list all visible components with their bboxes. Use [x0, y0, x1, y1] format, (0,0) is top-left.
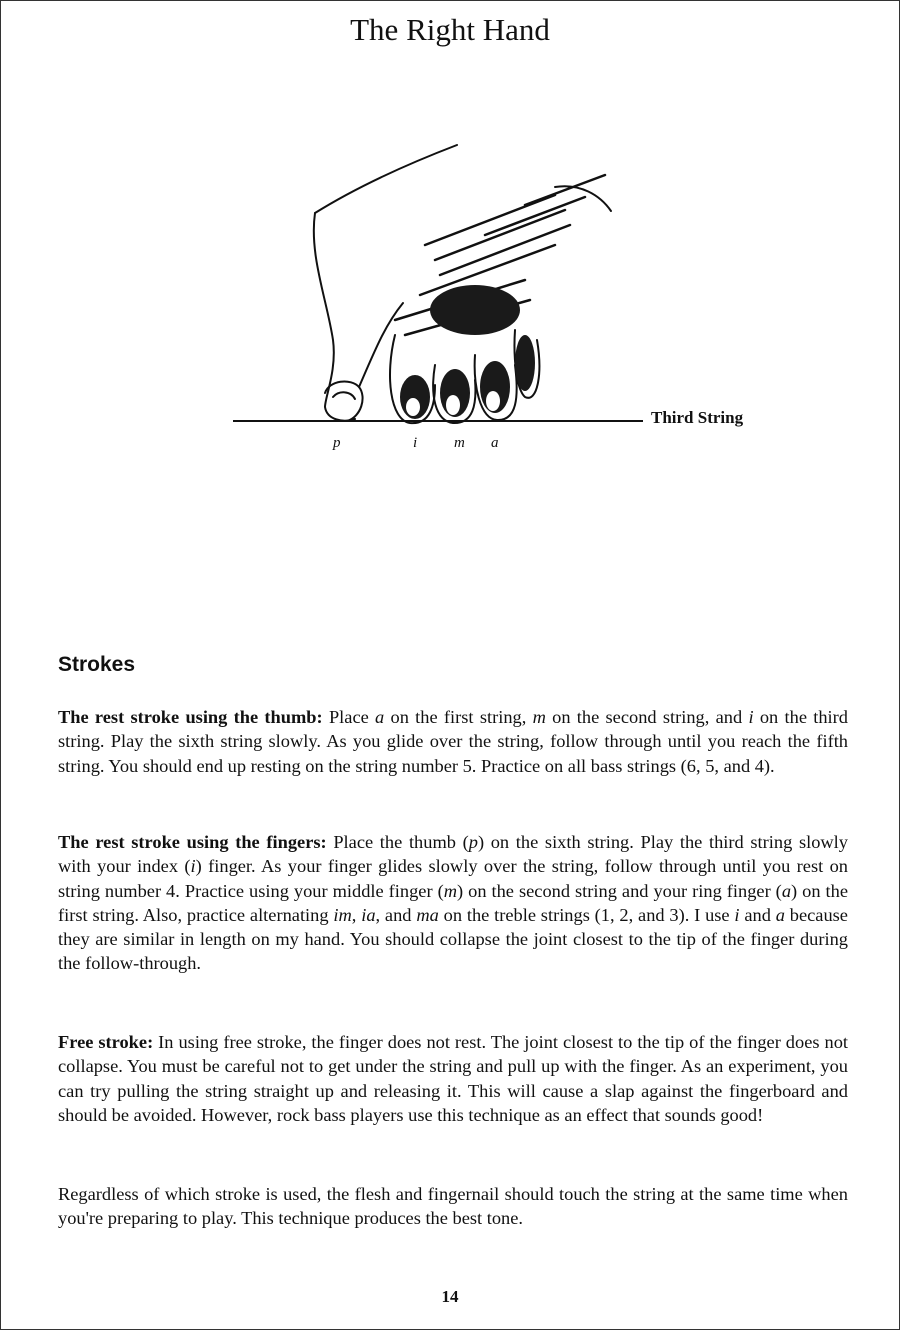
italic-term: im: [333, 904, 352, 925]
paragraph-tone-note: [58, 1182, 848, 1231]
italic-term: i: [748, 707, 754, 727]
finger-label-i: i: [413, 435, 418, 451]
page-number: 14: [441, 1287, 459, 1306]
finger-label-a: a: [491, 435, 499, 451]
paragraph-lead: Free stroke:: [58, 1032, 154, 1052]
paragraph-lead: The rest stroke using the fingers:: [58, 832, 327, 852]
italic-term: p: [468, 832, 478, 852]
paragraph-text: In using free stroke, the finger does not rest. The joint closest to the tip of the finger does not collapse. You must be careful not to get under the string and pull up with the finger. As an experiment, you can try pulling the string straight up and releasing it. This will cause a slap against the fingerboard and should be avoided. However, rock bass players use this technique as an effect that sounds good!: [58, 1032, 849, 1125]
page-title: The Right Hand: [350, 12, 550, 47]
paragraph-text: on the treble strings (1, 2, and 3). I use: [438, 904, 735, 925]
paragraph-text: and: [739, 904, 776, 925]
section-heading: Strokes: [58, 653, 136, 676]
italic-term: ia: [361, 904, 376, 925]
paragraph-text: Place the thumb (: [326, 832, 469, 852]
paragraph-text: Regardless of which stroke is used, the flesh and fingernail should touch the string at the same time when you're preparing to play. This technique produces the best tone.: [58, 1184, 848, 1229]
paragraph-text: ) finger. As your finger glides slowly over the string, follow through until you rest on string number 4. Practice using your middle finger (: [58, 856, 848, 901]
paragraph-lead: The rest stroke using the thumb:: [58, 707, 323, 727]
paragraph-text: on the third string. Play the sixth string slowly. As you glide over the string, follow through until you reach the fifth string. You should end up resting on the string number 5. Practice on all bass strings (6, 5, and 4).: [58, 707, 848, 776]
third-string-label: Third String: [651, 408, 744, 427]
italic-term: m: [532, 707, 546, 727]
paragraph-text: ,: [351, 904, 362, 925]
paragraph-text: ) on the second string and your ring finger (: [457, 880, 782, 901]
italic-term: i: [190, 856, 196, 877]
paragraph-text: , and: [375, 904, 417, 925]
italic-term: i: [734, 904, 740, 925]
paragraph-text: ) on the first string. Also, practice alternating: [58, 880, 848, 925]
italic-term: m: [443, 880, 457, 901]
paragraph-thumb-rest-stroke: [58, 705, 848, 778]
italic-term: a: [775, 904, 785, 925]
paragraph-fingers-rest-stroke: [58, 830, 848, 976]
paragraph-text: on the first string,: [384, 707, 533, 727]
italic-term: ma: [416, 904, 439, 925]
italic-term: a: [375, 707, 385, 727]
italic-term: a: [781, 880, 792, 901]
paragraph-text: because they are similar in length on my hand. You should collapse the joint closest to the tip of the finger during the follow-through.: [58, 904, 848, 974]
paragraph-text: ) on the sixth string. Play the third string slowly with your index (: [58, 832, 848, 877]
finger-label-p: p: [333, 435, 341, 451]
paragraph-text: on the second string, and: [545, 707, 749, 727]
paragraph-free-stroke: [58, 1030, 848, 1127]
paragraph-text: Place: [322, 707, 376, 727]
finger-label-m: m: [454, 435, 465, 451]
